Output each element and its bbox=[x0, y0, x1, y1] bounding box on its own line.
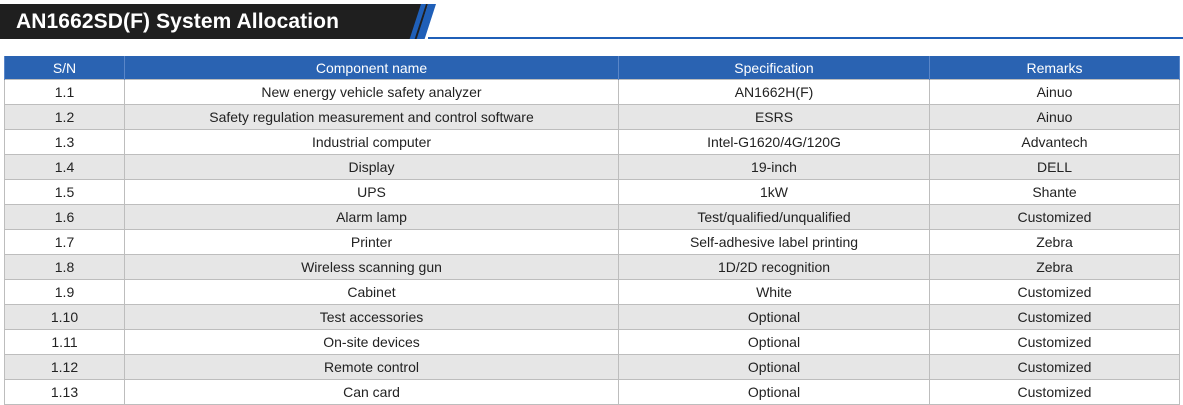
cell-remarks: Zebra bbox=[930, 255, 1180, 280]
column-header-component: Component name bbox=[125, 56, 619, 80]
cell-specification: White bbox=[619, 280, 930, 305]
table-row bbox=[5, 105, 1180, 130]
cell-sn: 1.12 bbox=[5, 355, 125, 380]
cell-sn: 1.11 bbox=[5, 330, 125, 355]
table-row bbox=[5, 305, 1180, 330]
cell-remarks: DELL bbox=[930, 155, 1180, 180]
cell-sn: 1.7 bbox=[5, 230, 125, 255]
cell-component-name: On-site devices bbox=[125, 330, 619, 355]
cell-component-name: Cabinet bbox=[125, 280, 619, 305]
cell-component-name: Alarm lamp bbox=[125, 205, 619, 230]
cell-remarks: Customized bbox=[930, 205, 1180, 230]
cell-specification: Optional bbox=[619, 380, 930, 405]
cell-component-name: New energy vehicle safety analyzer bbox=[125, 80, 619, 105]
cell-sn: 1.6 bbox=[5, 205, 125, 230]
table-row bbox=[5, 255, 1180, 280]
cell-remarks: Customized bbox=[930, 355, 1180, 380]
cell-specification: 1D/2D recognition bbox=[619, 255, 930, 280]
cell-component-name: Safety regulation measurement and control software bbox=[125, 105, 619, 130]
cell-remarks: Customized bbox=[930, 305, 1180, 330]
title-underline bbox=[428, 37, 1183, 39]
cell-sn: 1.3 bbox=[5, 130, 125, 155]
cell-remarks: Ainuo bbox=[930, 80, 1180, 105]
table-header-row bbox=[5, 56, 1180, 80]
cell-specification: AN1662H(F) bbox=[619, 80, 930, 105]
cell-component-name: Test accessories bbox=[125, 305, 619, 330]
cell-sn: 1.2 bbox=[5, 105, 125, 130]
cell-specification: 1kW bbox=[619, 180, 930, 205]
page-title: AN1662SD(F) System Allocation bbox=[16, 10, 340, 33]
cell-sn: 1.13 bbox=[5, 380, 125, 405]
cell-component-name: Printer bbox=[125, 230, 619, 255]
cell-sn: 1.4 bbox=[5, 155, 125, 180]
cell-sn: 1.10 bbox=[5, 305, 125, 330]
column-header-sn: S/N bbox=[5, 56, 125, 80]
cell-sn: 1.5 bbox=[5, 180, 125, 205]
table-row bbox=[5, 155, 1180, 180]
cell-specification: 19-inch bbox=[619, 155, 930, 180]
cell-specification: ESRS bbox=[619, 105, 930, 130]
cell-sn: 1.9 bbox=[5, 280, 125, 305]
cell-remarks: Advantech bbox=[930, 130, 1180, 155]
cell-component-name: Industrial computer bbox=[125, 130, 619, 155]
cell-component-name: UPS bbox=[125, 180, 619, 205]
table-body bbox=[5, 80, 1180, 405]
table-row bbox=[5, 230, 1180, 255]
cell-specification: Optional bbox=[619, 330, 930, 355]
table-row bbox=[5, 180, 1180, 205]
cell-component-name: Wireless scanning gun bbox=[125, 255, 619, 280]
table-row bbox=[5, 80, 1180, 105]
table-row bbox=[5, 280, 1180, 305]
cell-component-name: Remote control bbox=[125, 355, 619, 380]
cell-remarks: Customized bbox=[930, 280, 1180, 305]
cell-component-name: Display bbox=[125, 155, 619, 180]
cell-remarks: Customized bbox=[930, 330, 1180, 355]
table-row bbox=[5, 130, 1180, 155]
table-row bbox=[5, 355, 1180, 380]
table-row bbox=[5, 380, 1180, 405]
column-header-remarks: Remarks bbox=[930, 56, 1180, 80]
cell-remarks: Ainuo bbox=[930, 105, 1180, 130]
column-header-specification: Specification bbox=[619, 56, 930, 80]
cell-specification: Test/qualified/unqualified bbox=[619, 205, 930, 230]
cell-specification: Optional bbox=[619, 305, 930, 330]
cell-remarks: Shante bbox=[930, 180, 1180, 205]
cell-sn: 1.8 bbox=[5, 255, 125, 280]
cell-specification: Self-adhesive label printing bbox=[619, 230, 930, 255]
table-row bbox=[5, 205, 1180, 230]
cell-specification: Intel-G1620/4G/120G bbox=[619, 130, 930, 155]
table-row bbox=[5, 330, 1180, 355]
cell-remarks: Customized bbox=[930, 380, 1180, 405]
allocation-table bbox=[4, 56, 1180, 405]
title-bar bbox=[0, 0, 1183, 42]
cell-component-name: Can card bbox=[125, 380, 619, 405]
cell-remarks: Zebra bbox=[930, 230, 1180, 255]
cell-specification: Optional bbox=[619, 355, 930, 380]
cell-sn: 1.1 bbox=[5, 80, 125, 105]
